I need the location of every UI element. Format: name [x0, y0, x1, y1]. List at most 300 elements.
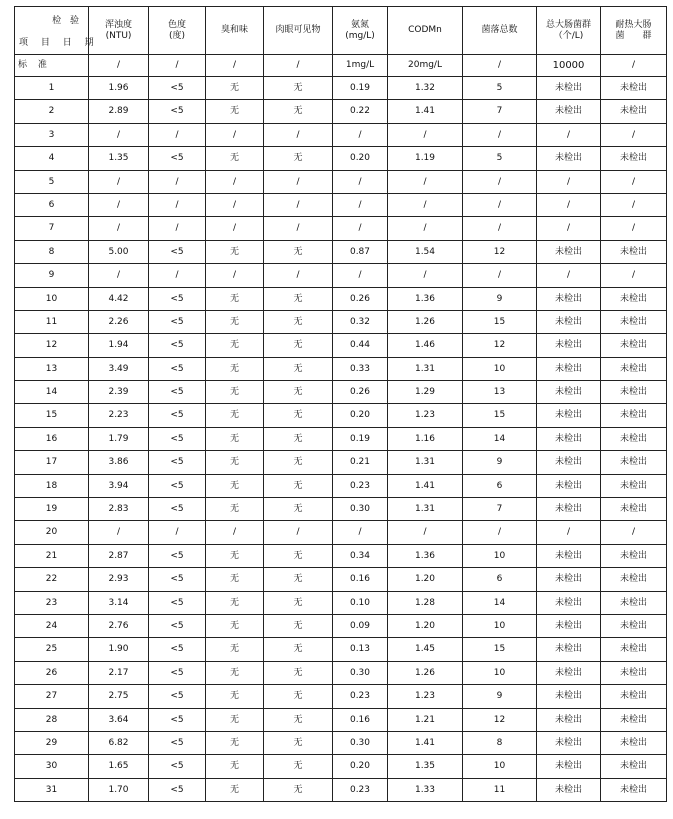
value-cell: 无 — [264, 778, 333, 801]
value-cell: 无 — [206, 381, 264, 404]
value-cell: 未检出 — [537, 661, 601, 684]
table-row — [15, 498, 667, 521]
value-cell: 无 — [206, 357, 264, 380]
table-row — [15, 404, 667, 427]
value-cell: 0.34 — [333, 544, 388, 567]
value-cell: 未检出 — [537, 731, 601, 754]
value-cell: 0.30 — [333, 498, 388, 521]
value-cell: <5 — [149, 240, 206, 263]
value-cell: 无 — [206, 544, 264, 567]
value-cell: 无 — [264, 591, 333, 614]
value-cell: 无 — [206, 591, 264, 614]
value-cell: 0.30 — [333, 661, 388, 684]
value-cell: 未检出 — [601, 544, 667, 567]
value-cell: <5 — [149, 591, 206, 614]
value-cell: 1.90 — [89, 638, 149, 661]
value-cell: / — [149, 264, 206, 287]
value-cell: 10 — [463, 357, 537, 380]
value-cell: 无 — [264, 404, 333, 427]
value-cell: 1.31 — [388, 498, 463, 521]
day-cell: 7 — [15, 217, 89, 240]
value-cell: 未检出 — [601, 77, 667, 100]
value-cell: 1.35 — [89, 147, 149, 170]
value-cell: 1.36 — [388, 287, 463, 310]
table-row — [15, 310, 667, 333]
value-cell: 13 — [463, 381, 537, 404]
value-cell: 0.22 — [333, 100, 388, 123]
value-cell: 0.87 — [333, 240, 388, 263]
value-cell: 3.14 — [89, 591, 149, 614]
value-cell: 0.23 — [333, 778, 388, 801]
value-cell: / — [264, 170, 333, 193]
table-row — [15, 568, 667, 591]
value-cell: / — [388, 170, 463, 193]
table-row — [15, 731, 667, 754]
standard-cell: / — [264, 55, 333, 77]
value-cell: / — [206, 264, 264, 287]
value-cell: 0.26 — [333, 381, 388, 404]
table-row — [15, 287, 667, 310]
value-cell: 0.16 — [333, 708, 388, 731]
day-cell: 11 — [15, 310, 89, 333]
value-cell: 2.17 — [89, 661, 149, 684]
value-cell: 无 — [206, 685, 264, 708]
value-cell: 无 — [206, 474, 264, 497]
value-cell: <5 — [149, 334, 206, 357]
value-cell: <5 — [149, 498, 206, 521]
corner-cell — [15, 7, 99, 55]
value-cell: 9 — [463, 287, 537, 310]
value-cell: 2.76 — [89, 614, 149, 637]
value-cell: 无 — [264, 498, 333, 521]
value-cell: 未检出 — [601, 381, 667, 404]
table-row — [15, 193, 667, 216]
value-cell: 未检出 — [601, 451, 667, 474]
value-cell: 无 — [264, 334, 333, 357]
standard-label: 标 准 — [15, 55, 89, 77]
standard-cell: / — [149, 55, 206, 77]
value-cell: 无 — [264, 357, 333, 380]
value-cell: / — [264, 123, 333, 146]
value-cell: 6.82 — [89, 731, 149, 754]
value-cell: 未检出 — [601, 498, 667, 521]
value-cell: 0.10 — [333, 591, 388, 614]
day-cell: 29 — [15, 731, 89, 754]
value-cell: 未检出 — [601, 474, 667, 497]
value-cell: <5 — [149, 77, 206, 100]
value-cell: <5 — [149, 614, 206, 637]
value-cell: <5 — [149, 147, 206, 170]
value-cell: <5 — [149, 404, 206, 427]
day-cell: 1 — [15, 77, 89, 100]
value-cell: <5 — [149, 474, 206, 497]
value-cell: 无 — [206, 404, 264, 427]
value-cell: 无 — [264, 568, 333, 591]
value-cell: / — [206, 521, 264, 544]
value-cell: / — [206, 123, 264, 146]
standard-cell: 20mg/L — [388, 55, 463, 77]
value-cell: 12 — [463, 240, 537, 263]
value-cell: / — [149, 217, 206, 240]
value-cell: 无 — [264, 731, 333, 754]
value-cell: 2.83 — [89, 498, 149, 521]
value-cell: / — [537, 193, 601, 216]
table-row — [15, 381, 667, 404]
value-cell: 未检出 — [537, 381, 601, 404]
day-cell: 5 — [15, 170, 89, 193]
value-cell: <5 — [149, 381, 206, 404]
day-cell: 17 — [15, 451, 89, 474]
day-cell: 21 — [15, 544, 89, 567]
value-cell: 2.39 — [89, 381, 149, 404]
value-cell: 无 — [206, 778, 264, 801]
value-cell: / — [333, 264, 388, 287]
value-cell: 0.13 — [333, 638, 388, 661]
value-cell: 无 — [206, 755, 264, 778]
value-cell: / — [388, 193, 463, 216]
value-cell: 1.21 — [388, 708, 463, 731]
header-turbidity: 浑浊度 (NTU) — [89, 7, 149, 55]
value-cell: 9 — [463, 451, 537, 474]
value-cell: / — [463, 521, 537, 544]
value-cell: 无 — [264, 310, 333, 333]
table-row — [15, 427, 667, 450]
value-cell: 6 — [463, 568, 537, 591]
header-row — [15, 7, 667, 55]
value-cell: 未检出 — [537, 591, 601, 614]
value-cell: 无 — [206, 310, 264, 333]
value-cell: 未检出 — [601, 591, 667, 614]
value-cell: 5 — [463, 147, 537, 170]
value-cell: / — [601, 193, 667, 216]
value-cell: <5 — [149, 451, 206, 474]
value-cell: 8 — [463, 731, 537, 754]
value-cell: 未检出 — [601, 334, 667, 357]
table-row — [15, 474, 667, 497]
value-cell: 未检出 — [601, 568, 667, 591]
value-cell: 0.20 — [333, 147, 388, 170]
value-cell: 1.41 — [388, 100, 463, 123]
value-cell: 未检出 — [537, 427, 601, 450]
value-cell: 未检出 — [537, 287, 601, 310]
value-cell: / — [264, 217, 333, 240]
value-cell: <5 — [149, 310, 206, 333]
value-cell: / — [149, 521, 206, 544]
value-cell: / — [601, 264, 667, 287]
value-cell: 1.35 — [388, 755, 463, 778]
table-row — [15, 357, 667, 380]
day-cell: 23 — [15, 591, 89, 614]
value-cell: 1.79 — [89, 427, 149, 450]
value-cell: 未检出 — [537, 240, 601, 263]
value-cell: / — [463, 264, 537, 287]
corner-top-label: 检 验 — [52, 16, 82, 26]
value-cell: 15 — [463, 404, 537, 427]
value-cell: 无 — [264, 755, 333, 778]
value-cell: 无 — [264, 708, 333, 731]
value-cell: 7 — [463, 498, 537, 521]
table-row — [15, 521, 667, 544]
day-cell: 15 — [15, 404, 89, 427]
value-cell: 3.86 — [89, 451, 149, 474]
value-cell: 无 — [206, 240, 264, 263]
value-cell: 0.23 — [333, 685, 388, 708]
value-cell: / — [388, 264, 463, 287]
value-cell: 未检出 — [537, 147, 601, 170]
value-cell: 9 — [463, 685, 537, 708]
value-cell: 未检出 — [537, 100, 601, 123]
value-cell: 1.20 — [388, 568, 463, 591]
value-cell: 0.16 — [333, 568, 388, 591]
value-cell: 未检出 — [537, 451, 601, 474]
table-row — [15, 217, 667, 240]
value-cell: 5.00 — [89, 240, 149, 263]
day-cell: 12 — [15, 334, 89, 357]
value-cell: 无 — [206, 661, 264, 684]
value-cell: 无 — [206, 147, 264, 170]
standard-cell: 10000 — [537, 55, 601, 77]
value-cell: 1.26 — [388, 310, 463, 333]
day-cell: 3 — [15, 123, 89, 146]
value-cell: 未检出 — [601, 708, 667, 731]
value-cell: / — [537, 521, 601, 544]
corner-bottom-label: 项 目 日 期 — [19, 38, 99, 48]
value-cell: 0.30 — [333, 731, 388, 754]
value-cell: 1.28 — [388, 591, 463, 614]
day-cell: 14 — [15, 381, 89, 404]
value-cell: 0.20 — [333, 755, 388, 778]
value-cell: 无 — [264, 614, 333, 637]
value-cell: 未检出 — [537, 77, 601, 100]
value-cell: 14 — [463, 591, 537, 614]
value-cell: 1.29 — [388, 381, 463, 404]
value-cell: 1.46 — [388, 334, 463, 357]
table-row — [15, 638, 667, 661]
value-cell: 未检出 — [601, 357, 667, 380]
value-cell: 无 — [206, 731, 264, 754]
day-cell: 28 — [15, 708, 89, 731]
value-cell: 未检出 — [537, 544, 601, 567]
day-cell: 20 — [15, 521, 89, 544]
value-cell: / — [206, 217, 264, 240]
value-cell: 无 — [264, 638, 333, 661]
value-cell: 1.41 — [388, 731, 463, 754]
table-row — [15, 170, 667, 193]
value-cell: 未检出 — [601, 287, 667, 310]
value-cell: 12 — [463, 708, 537, 731]
value-cell: 0.21 — [333, 451, 388, 474]
value-cell: 未检出 — [537, 498, 601, 521]
value-cell: / — [333, 217, 388, 240]
value-cell: 无 — [206, 638, 264, 661]
table-row — [15, 123, 667, 146]
value-cell: 14 — [463, 427, 537, 450]
value-cell: <5 — [149, 731, 206, 754]
value-cell: 5 — [463, 77, 537, 100]
table-row — [15, 591, 667, 614]
table-row — [15, 451, 667, 474]
value-cell: 10 — [463, 614, 537, 637]
standard-row — [15, 55, 667, 77]
value-cell: 7 — [463, 100, 537, 123]
day-cell: 9 — [15, 264, 89, 287]
day-cell: 31 — [15, 778, 89, 801]
value-cell: 无 — [264, 381, 333, 404]
value-cell: 无 — [206, 451, 264, 474]
value-cell: 1.36 — [388, 544, 463, 567]
day-cell: 4 — [15, 147, 89, 170]
value-cell: 未检出 — [601, 638, 667, 661]
standard-cell: / — [206, 55, 264, 77]
value-cell: <5 — [149, 287, 206, 310]
value-cell: / — [264, 264, 333, 287]
value-cell: 无 — [264, 474, 333, 497]
value-cell: 未检出 — [537, 638, 601, 661]
value-cell: 未检出 — [601, 778, 667, 801]
header-thermo-coliform: 耐热大肠 菌 群 — [601, 7, 667, 55]
value-cell: 3.64 — [89, 708, 149, 731]
value-cell: / — [601, 217, 667, 240]
value-cell: 1.65 — [89, 755, 149, 778]
value-cell: 0.20 — [333, 404, 388, 427]
value-cell: 未检出 — [601, 310, 667, 333]
value-cell: / — [333, 521, 388, 544]
value-cell: 1.26 — [388, 661, 463, 684]
value-cell: <5 — [149, 638, 206, 661]
value-cell: / — [537, 123, 601, 146]
value-cell: 2.89 — [89, 100, 149, 123]
value-cell: 未检出 — [601, 100, 667, 123]
day-cell: 26 — [15, 661, 89, 684]
value-cell: 0.33 — [333, 357, 388, 380]
value-cell: 未检出 — [601, 661, 667, 684]
value-cell: 未检出 — [601, 755, 667, 778]
day-cell: 6 — [15, 193, 89, 216]
value-cell: / — [388, 217, 463, 240]
value-cell: 1.31 — [388, 357, 463, 380]
value-cell: <5 — [149, 778, 206, 801]
header-colony-count: 菌落总数 — [463, 7, 537, 55]
value-cell: 未检出 — [601, 685, 667, 708]
value-cell: <5 — [149, 661, 206, 684]
value-cell: 无 — [264, 147, 333, 170]
value-cell: 2.87 — [89, 544, 149, 567]
value-cell: / — [89, 170, 149, 193]
value-cell: / — [388, 521, 463, 544]
value-cell: 无 — [264, 240, 333, 263]
value-cell: 未检出 — [537, 310, 601, 333]
value-cell: 4.42 — [89, 287, 149, 310]
value-cell: 1.33 — [388, 778, 463, 801]
day-cell: 13 — [15, 357, 89, 380]
table-row — [15, 147, 667, 170]
value-cell: / — [463, 123, 537, 146]
table-row — [15, 240, 667, 263]
standard-cell: 1mg/L — [333, 55, 388, 77]
value-cell: <5 — [149, 427, 206, 450]
value-cell: 无 — [264, 77, 333, 100]
value-cell: 1.54 — [388, 240, 463, 263]
value-cell: 未检出 — [601, 240, 667, 263]
value-cell: 15 — [463, 638, 537, 661]
value-cell: / — [333, 123, 388, 146]
value-cell: 2.23 — [89, 404, 149, 427]
value-cell: 无 — [206, 568, 264, 591]
value-cell: 无 — [264, 544, 333, 567]
table-row — [15, 708, 667, 731]
header-codmn: CODMn — [388, 7, 463, 55]
table-row — [15, 77, 667, 100]
day-cell: 10 — [15, 287, 89, 310]
value-cell: <5 — [149, 708, 206, 731]
value-cell: 10 — [463, 755, 537, 778]
value-cell: 无 — [206, 498, 264, 521]
table-row — [15, 614, 667, 637]
header-visible-matter: 肉眼可见物 — [264, 7, 333, 55]
value-cell: / — [206, 193, 264, 216]
value-cell: 未检出 — [537, 778, 601, 801]
value-cell: <5 — [149, 568, 206, 591]
value-cell: 1.41 — [388, 474, 463, 497]
value-cell: / — [463, 217, 537, 240]
value-cell: <5 — [149, 100, 206, 123]
value-cell: 1.70 — [89, 778, 149, 801]
value-cell: 1.16 — [388, 427, 463, 450]
value-cell: 未检出 — [537, 334, 601, 357]
value-cell: <5 — [149, 755, 206, 778]
value-cell: / — [264, 521, 333, 544]
standard-cell: / — [463, 55, 537, 77]
value-cell: 未检出 — [537, 568, 601, 591]
day-cell: 24 — [15, 614, 89, 637]
value-cell: / — [601, 123, 667, 146]
day-cell: 25 — [15, 638, 89, 661]
value-cell: 无 — [264, 287, 333, 310]
value-cell: 无 — [264, 451, 333, 474]
value-cell: 无 — [206, 100, 264, 123]
value-cell: 2.75 — [89, 685, 149, 708]
value-cell: 2.93 — [89, 568, 149, 591]
header-odor: 臭和味 — [206, 7, 264, 55]
value-cell: 0.44 — [333, 334, 388, 357]
value-cell: 无 — [264, 685, 333, 708]
value-cell: 10 — [463, 661, 537, 684]
value-cell: 1.20 — [388, 614, 463, 637]
value-cell: <5 — [149, 685, 206, 708]
value-cell: / — [333, 170, 388, 193]
day-cell: 2 — [15, 100, 89, 123]
value-cell: / — [388, 123, 463, 146]
value-cell: 未检出 — [601, 147, 667, 170]
value-cell: / — [89, 193, 149, 216]
day-cell: 30 — [15, 755, 89, 778]
water-quality-table — [14, 6, 667, 802]
value-cell: / — [89, 521, 149, 544]
value-cell: / — [537, 264, 601, 287]
value-cell: 1.31 — [388, 451, 463, 474]
value-cell: 12 — [463, 334, 537, 357]
value-cell: 0.19 — [333, 77, 388, 100]
value-cell: 0.26 — [333, 287, 388, 310]
value-cell: / — [601, 170, 667, 193]
table-row — [15, 661, 667, 684]
value-cell: 未检出 — [537, 357, 601, 380]
value-cell: / — [264, 193, 333, 216]
value-cell: / — [206, 170, 264, 193]
value-cell: / — [463, 193, 537, 216]
value-cell: / — [89, 123, 149, 146]
header-ammonia: 氨氮 (mg/L) — [333, 7, 388, 55]
